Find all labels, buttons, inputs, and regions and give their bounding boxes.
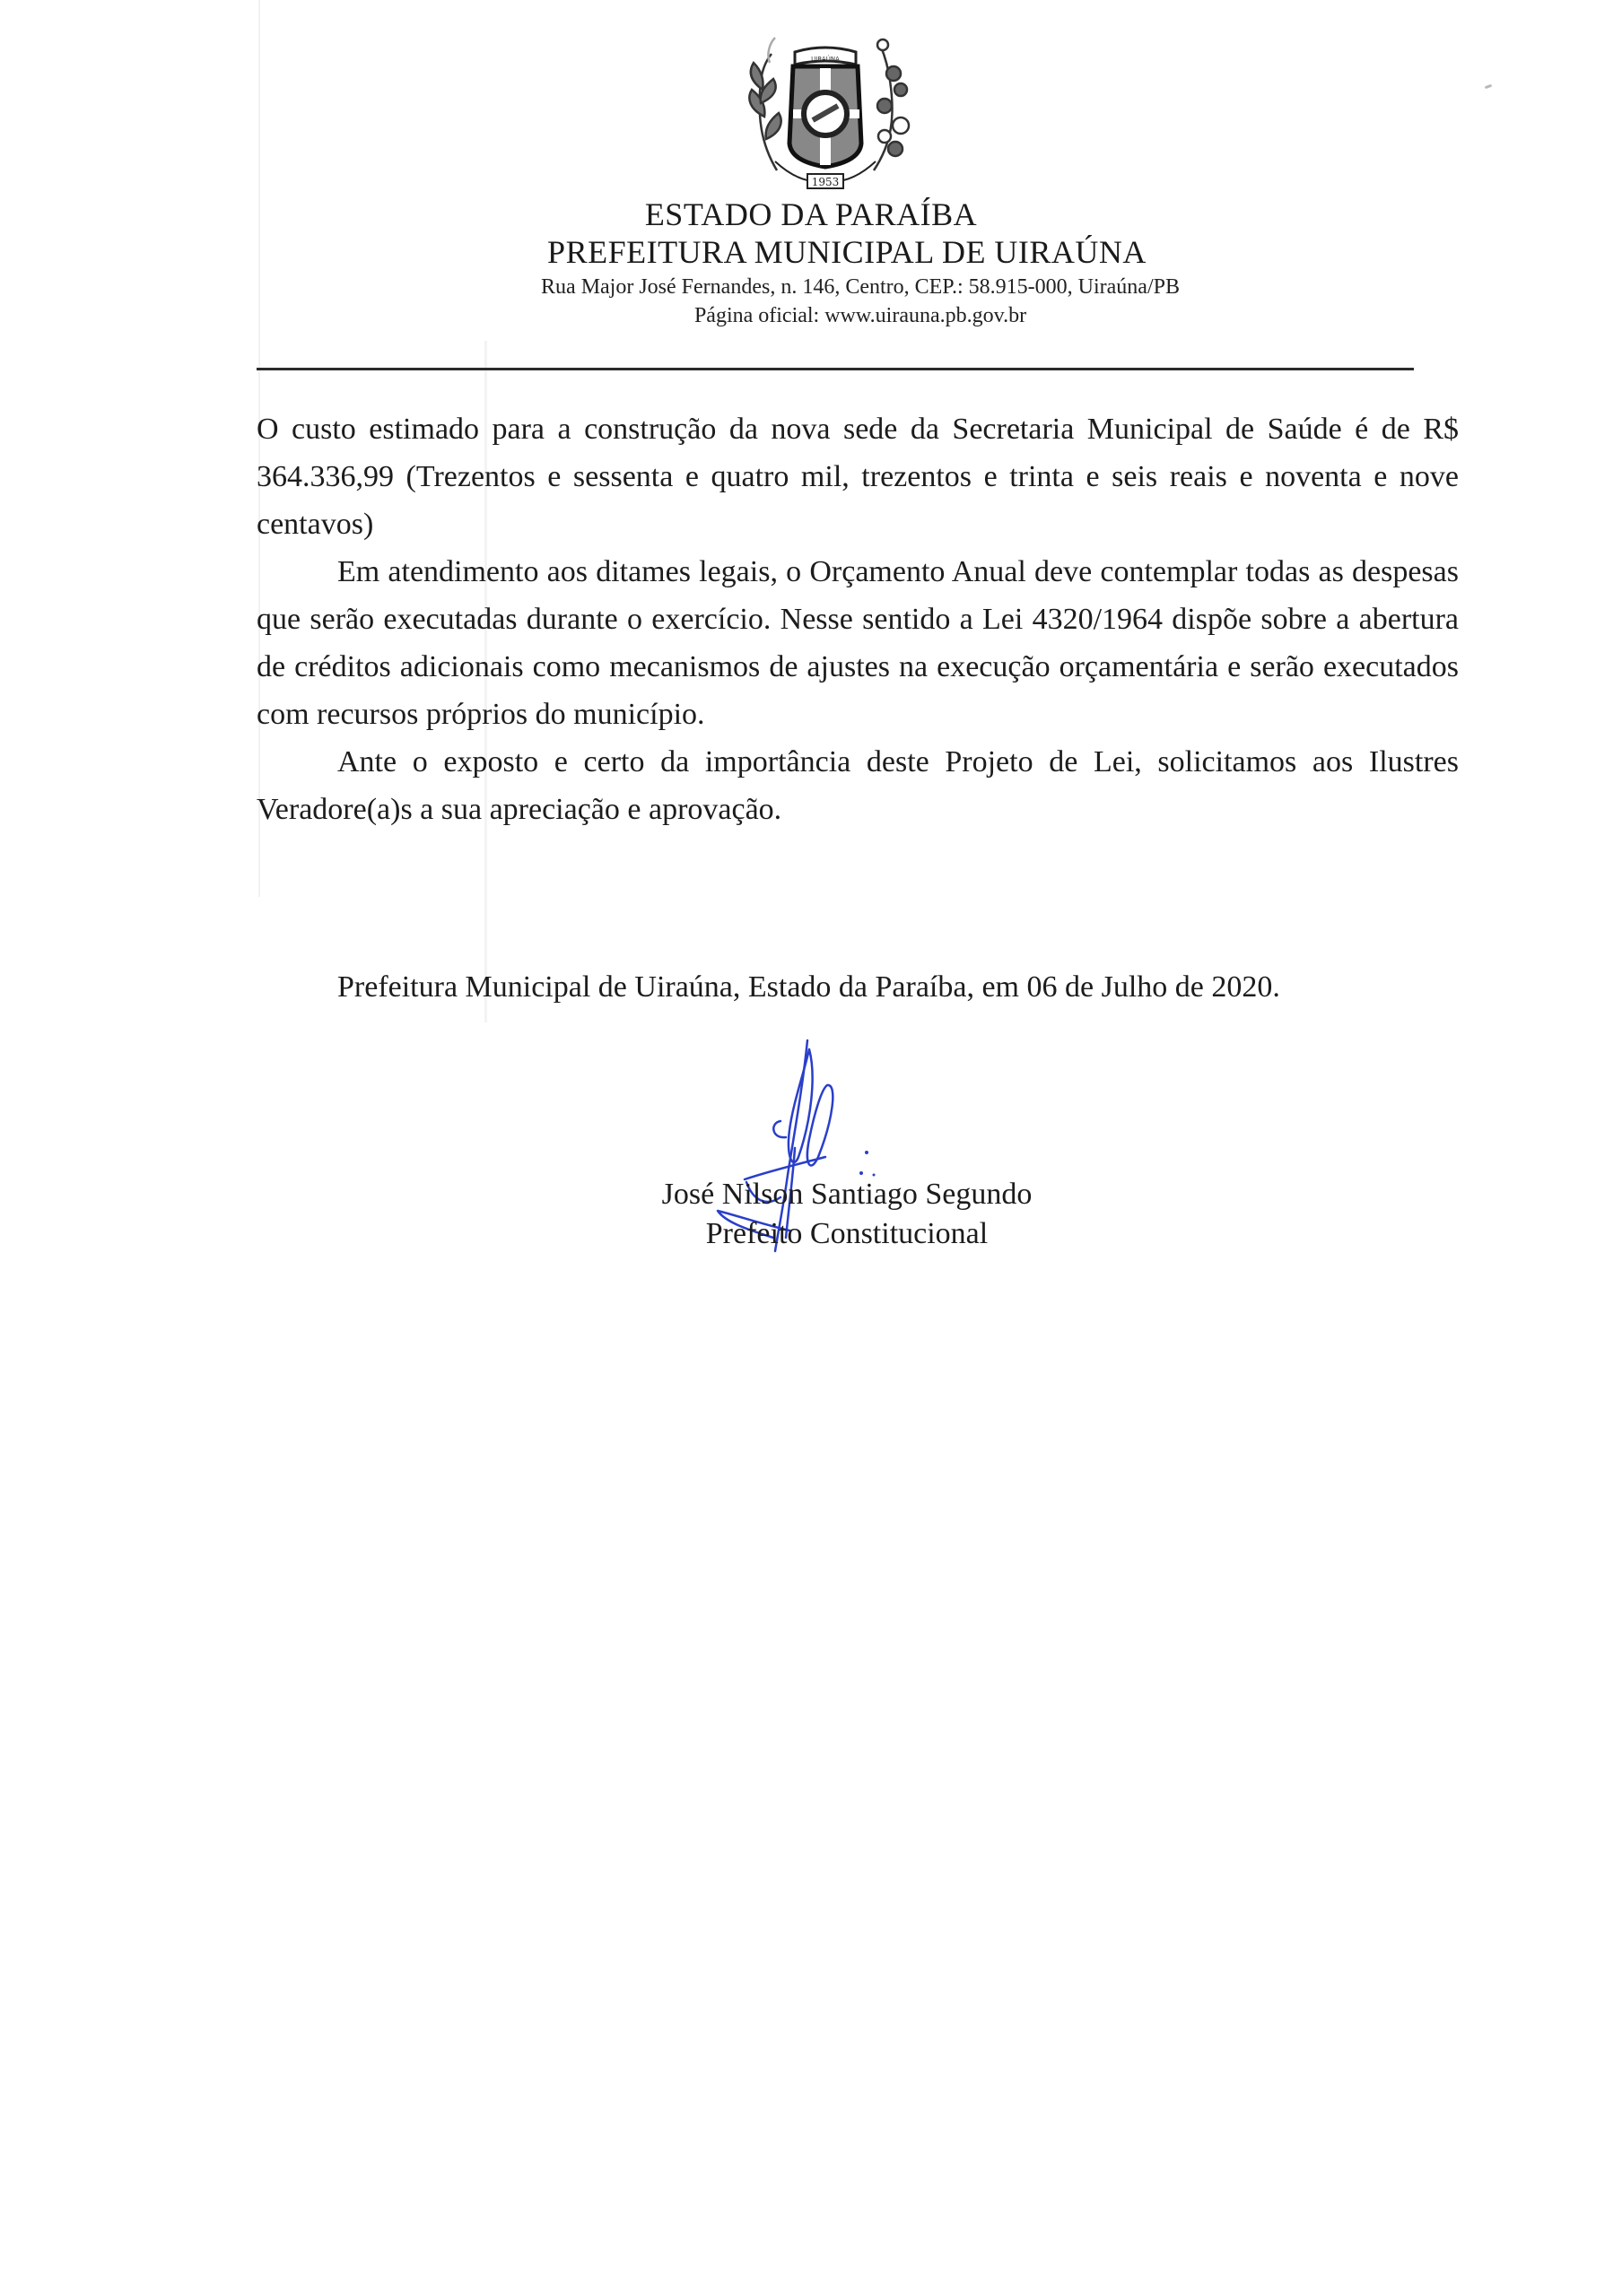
place-and-date: Prefeitura Municipal de Uiraúna, Estado da Paraíba, em 06 de Julho de 2020.: [337, 970, 1280, 1004]
emblem-year-text: 1953: [811, 176, 840, 188]
header-divider: [257, 368, 1414, 370]
corn-plant-icon: [749, 38, 780, 170]
signer-name: José Nilson Santiago Segundo: [661, 1178, 1033, 1211]
scan-speck: [1485, 84, 1493, 90]
paragraph-cost: O custo estimado para a construção da nova sede da Secretaria Municipal de Saúde é de R$ 364.336,99 (Trezentos e sessenta e quatro mil, trezentos e trinta e seis reais e noventa e nove centavos): [257, 413, 1459, 541]
prefecture-name: PREFEITURA MUNICIPAL DE UIRAÚNA: [547, 234, 1147, 270]
signer-block: [623, 1175, 1071, 1254]
paragraph-request: Ante o exposto e certo da importância deste Projeto de Lei, solicitamos aos Ilustres Veradore(a)s a sua apreciação e aprovação.: [257, 745, 1459, 826]
state-name: ESTADO DA PARAÍBA: [644, 196, 978, 232]
address: Rua Major José Fernandes, n. 146, Centro, CEP.: 58.915-000, Uiraúna/PB: [541, 275, 1180, 299]
coat-of-arms-icon: [725, 27, 926, 197]
letterhead: [0, 196, 1622, 330]
paragraph-budget-law: Em atendimento aos ditames legais, o Orçamento Anual deve contemplar todas as despesas que serão executadas durante o exercício. Nesse sentido a Lei 4320/1964 dispõe sobre a abertura de créditos adicionais como mecanismos de ajustes na execução orçamentária e serão executados com recursos próprios do município.: [257, 555, 1459, 731]
signer-title: Prefeito Constitucional: [705, 1217, 989, 1250]
document-body: [257, 405, 1459, 833]
emblem-banner-text: UIRAÚNA: [811, 56, 840, 63]
official-website: Página oficial: www.uirauna.pb.gov.br: [693, 304, 1027, 327]
cotton-plant-icon: [874, 39, 909, 170]
